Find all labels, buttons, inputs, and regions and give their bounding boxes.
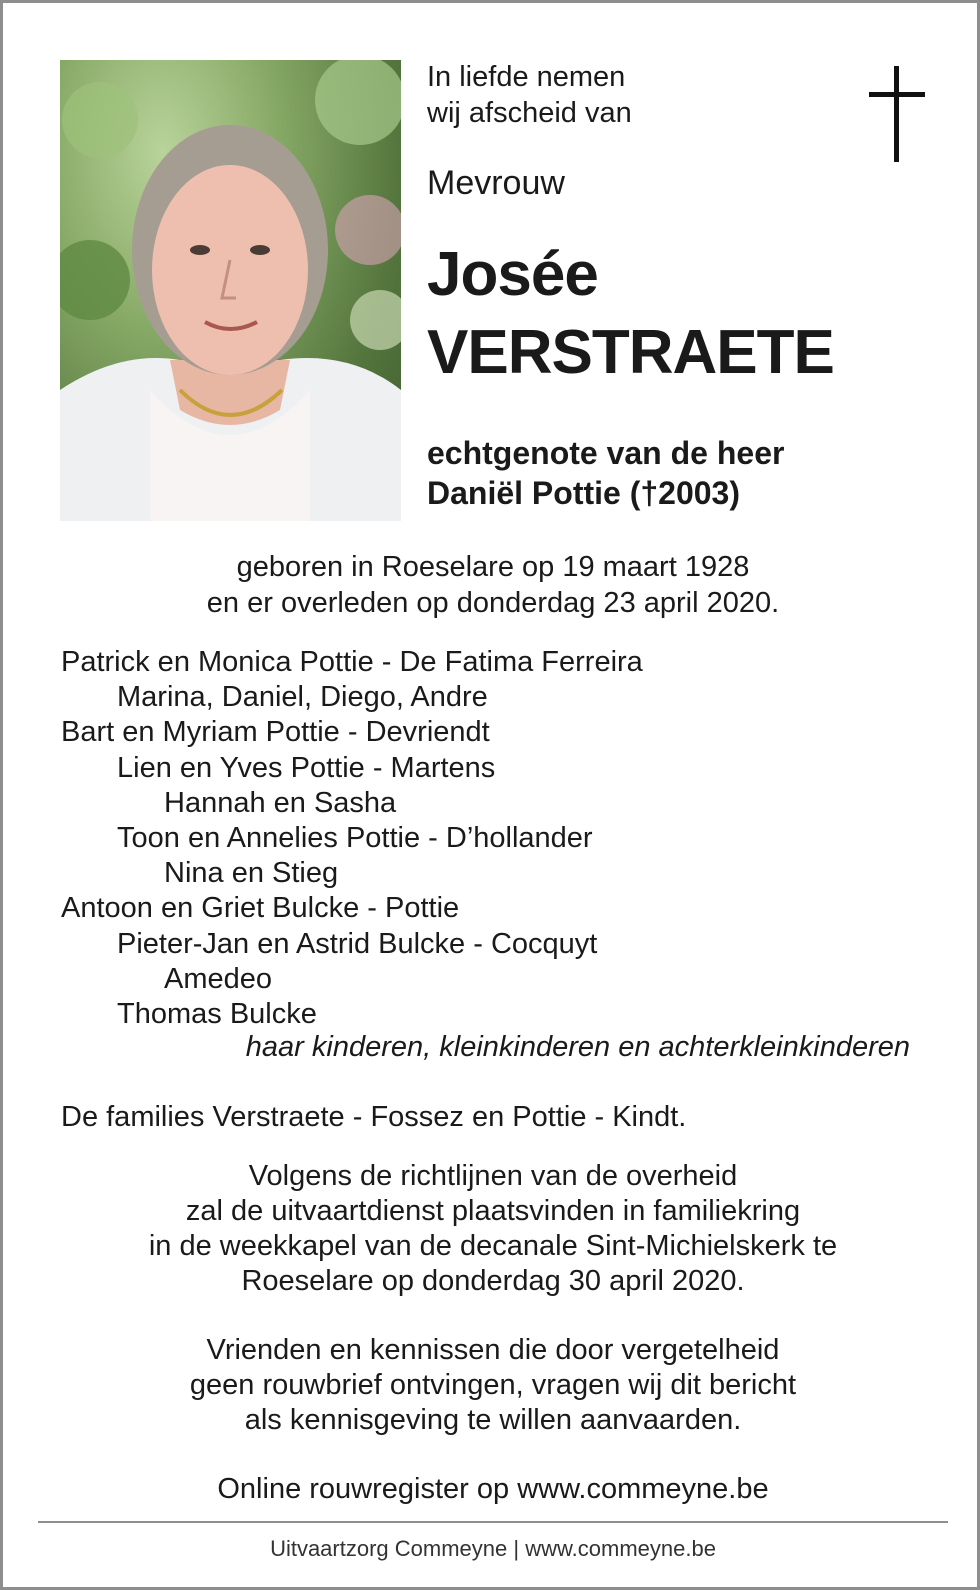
family-member: Pieter-Jan en Astrid Bulcke - Cocquyt xyxy=(117,927,598,960)
cross-icon xyxy=(869,66,925,162)
deceased-first-name: Josée xyxy=(427,240,598,309)
family-member: Hannah en Sasha xyxy=(164,786,397,819)
family-member: Patrick en Monica Pottie - De Fatima Ferreira xyxy=(61,646,643,678)
family-member: Bart en Myriam Pottie - Devriendt xyxy=(61,716,490,749)
family-member: Nina en Stieg xyxy=(164,857,339,890)
intro-text xyxy=(427,59,632,131)
spouse-line: Daniël Pottie (†2003) xyxy=(427,475,740,511)
birth-death-dates xyxy=(3,549,980,621)
spouse-line: echtgenote van de heer xyxy=(427,435,785,471)
portrait-photo xyxy=(60,60,401,521)
notice-line: als kennisgeving te willen aanvaarden. xyxy=(244,1404,742,1436)
service-line: Roeselare op donderdag 30 april 2020. xyxy=(241,1265,745,1297)
family-list xyxy=(61,645,643,1032)
service-line: in de weekkapel van de decanale Sint-Michielskerk te xyxy=(148,1230,838,1262)
spouse-info xyxy=(427,433,784,513)
dates-line: geboren in Roeselare op 19 maart 1928 xyxy=(236,551,750,583)
deceased-last-name: VERSTRAETE xyxy=(427,318,834,387)
acknowledgement-notice xyxy=(3,1333,980,1438)
dates-line: en er overleden op donderdag 23 april 2020. xyxy=(206,587,780,619)
service-line: zal de uitvaartdienst plaatsvinden in familiekring xyxy=(185,1195,801,1227)
intro-line: In liefde nemen xyxy=(427,61,626,93)
portrait-illustration xyxy=(60,60,401,521)
honorific: Mevrouw xyxy=(427,164,565,202)
relation-caption: haar kinderen, kleinkinderen en achterkleinkinderen xyxy=(245,1031,910,1063)
online-register-link[interactable]: Online rouwregister op www.commeyne.be xyxy=(217,1473,769,1505)
footer-divider xyxy=(38,1521,948,1523)
family-member: Marina, Daniel, Diego, Andre xyxy=(117,681,488,714)
family-member: Thomas Bulcke xyxy=(117,998,317,1031)
extended-families: De families Verstraete - Fossez en Pottie - Kindt. xyxy=(61,1101,687,1133)
family-member: Antoon en Griet Bulcke - Pottie xyxy=(61,892,460,925)
intro-line: wij afscheid van xyxy=(427,97,632,129)
family-member: Amedeo xyxy=(164,962,273,995)
notice-line: geen rouwbrief ontvingen, vragen wij dit bericht xyxy=(189,1369,797,1401)
funeral-service-info xyxy=(3,1159,980,1299)
notice-line: Vrienden en kennissen die door vergetelheid xyxy=(206,1334,780,1366)
service-line: Volgens de richtlijnen van de overheid xyxy=(248,1160,738,1192)
family-member: Toon en Annelies Pottie - D’hollander xyxy=(117,822,593,855)
footer-credit: Uitvaartzorg Commeyne | www.commeyne.be xyxy=(270,1536,716,1561)
family-member: Lien en Yves Pottie - Martens xyxy=(117,751,496,784)
